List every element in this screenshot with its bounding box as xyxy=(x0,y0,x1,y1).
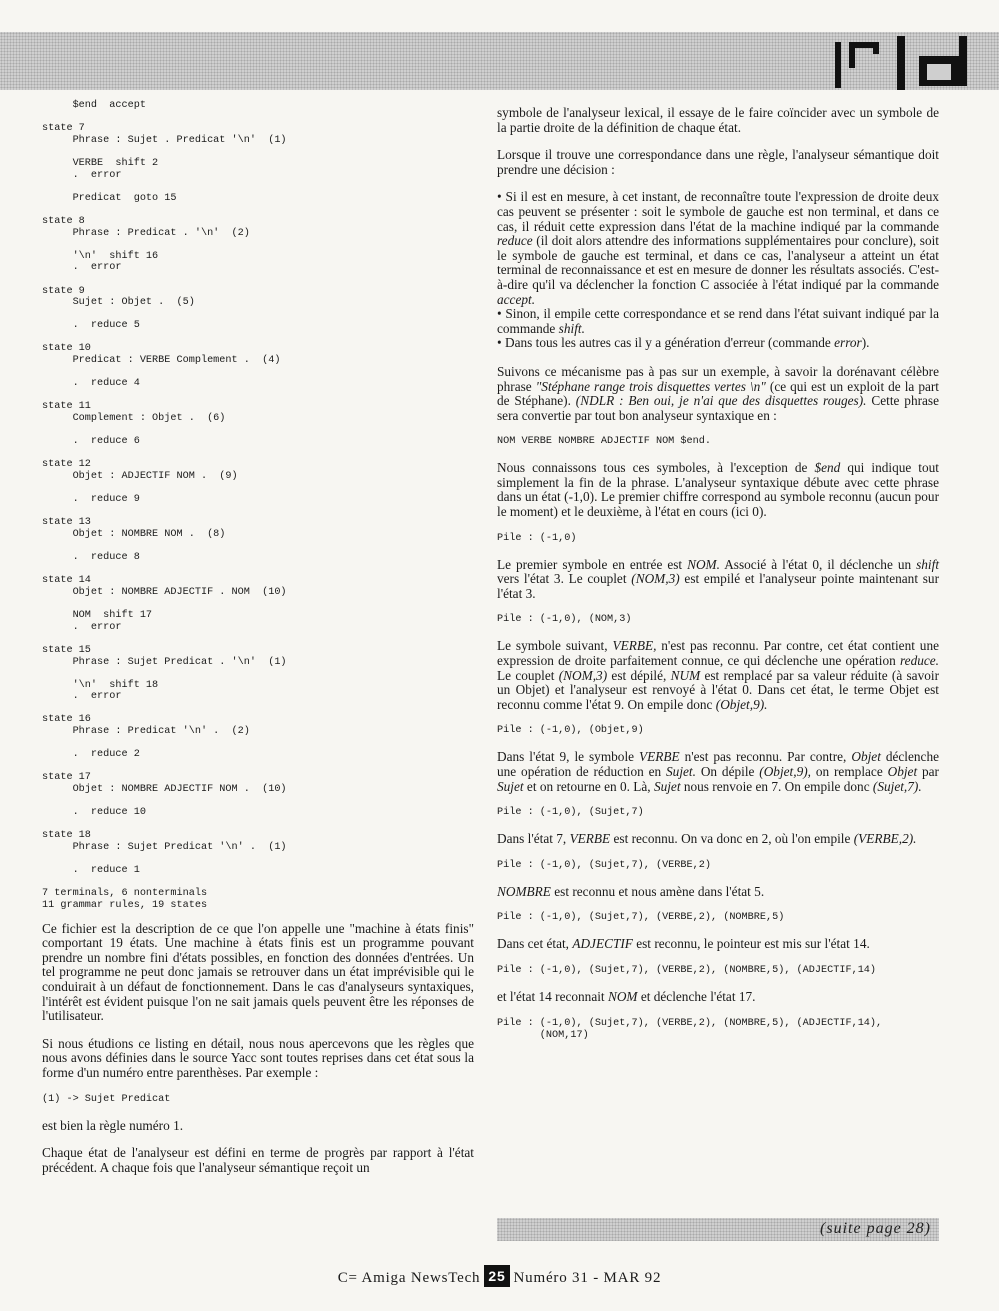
continuation-text: (suite page 28) xyxy=(820,1220,931,1237)
right-column xyxy=(497,100,939,1055)
yacc-state-listing: $end accept state 7 Phrase : Sujet . Predicat '\n' (1) VERBE shift 2 . error Predicat goto 15 state 8 Phrase : Predicat . '\n' (2) '\n' shift 16 . error state 9 Sujet : Objet . (5) . reduce 5 state 10 Predicat : VERBE Complement . (4) . reduce 4 state 11 Complement : Objet . (6) . reduce 6 state 12 Objet : ADJECTIF NOM . (9) . reduce 9 state 13 Objet : NOMBRE NOM . (8) . reduce 8 state 14 Objet : NOMBRE ADJECTIF . NOM (10) NOM shift 17 . error state 15 Phrase : Sujet Predicat . '\n' (1) '\n' shift 18 . error state 16 Phrase : Predicat '\n' . (2) . reduce 2 state 17 Objet : NOMBRE ADJECTIF NOM . (10) . reduce 10 state 18 Phrase : Sujet Predicat '\n' . (1) . reduce 1 7 terminals, 6 nonterminals 11 grammar rules, 19 states xyxy=(42,100,287,911)
left-column xyxy=(42,100,474,1188)
paragraph: et l'état 14 reconnait NOM et déclenche l'état 17. xyxy=(497,988,756,1004)
publication-name: C= Amiga NewsTech xyxy=(337,1270,481,1286)
paragraph: Nous connaissons tous ces symboles, à l'exception de $end qui indique tout simplement la fin de la phrase. L'analyseur syntaxique débute avec cette phrase dans un état (-1,0). Le premier chiffre correspond au symbole reconnu (aucun pour le moment) et le deuxième, à l'état en cours (ici 0). xyxy=(497,460,939,520)
paragraph: est bien la règle numéro 1. xyxy=(42,1117,184,1133)
stack-line: Pile : (-1,0), (Objet,9) xyxy=(497,725,644,737)
bullet-list: • Si il est en mesure, à cet instant, de reconnaître toute l'expression de droite deux cas peuvent se présenter : soit le symbole de gauche est non terminal, et dans ce cas, il réduit cette expression dans l'état de la machine indiqué par la commande reduce (il doit alors attendre des informations supplémentaires pour conclure), soit le symbole de gauche est terminal, et dans ce cas, l'analyseur a atteint un état terminal de reconnaissance et est en mesure de donner les résultats associés. C'est-à-dire qu'il va déclencher la fonction C associée à l'état indiqué par la commande accept. • Sinon, il empile cette correspondance et se rend dans l'état suivant indiqué par la commande shift. • Dans tous les autres cas il y a génération d'erreur (commande error). xyxy=(497,189,939,351)
stack-line: Pile : (-1,0), (Sujet,7), (VERBE,2) xyxy=(497,859,711,871)
stack-line: Pile : (-1,0), (Sujet,7), (VERBE,2), (NOMBRE,5) xyxy=(497,912,785,924)
rule-example: (1) -> Sujet Predicat xyxy=(42,1093,171,1105)
page-number: 25 xyxy=(484,1265,509,1287)
paragraph: Le symbole suivant, VERBE, n'est pas reconnu. Par contre, cet état contient une expression de droite parfaitement connue, ce qui déclenche une opération reduce. Le couplet (NOM,3) est dépilé, NUM est remplacé par sa valeur réduite (à savoir un Objet) et l'analyseur est renvoyé à l'état 0. Dans cet état, le terme Objet est reconnu comme l'état 9. On empile donc (Objet,9). xyxy=(497,638,940,712)
paragraph: Si nous étudions ce listing en détail, nous nous apercevons que les règles que nous avons définies dans le source Yacc sont toutes reprises dans cet état sous la forme d'un numéro entre parenthèses. Par exemple : xyxy=(42,1035,474,1080)
paragraph: Dans l'état 7, VERBE est reconnu. On va donc en 2, où l'on empile (VERBE,2). xyxy=(497,831,917,847)
paragraph: Ce fichier est la description de ce que l'on appelle une "machine à états finis" comportant 19 états. Une machine à états finis est un programme pouvant prendre un nombre fini d'états possibles, en fonction des données d'entrées. Un tel programme ne peut donc jamais se retrouver dans un état imprévisible qui le conduirait à un défaut de fonctionnement. Dans le cas d'analyseurs syntaxiques, l'intérêt est évident puisque l'on ne sait jamais quels peuvent être les réponses de l'utilisateur. xyxy=(42,920,474,1024)
header-band xyxy=(0,32,999,90)
token-sequence: NOM VERBE NOMBRE ADJECTIF NOM $end. xyxy=(497,436,711,448)
stack-line: Pile : (-1,0), (Sujet,7) xyxy=(497,807,644,819)
paragraph: Suivons ce mécanisme pas à pas sur un exemple, à savoir la dorénavant célèbre phrase "Stéphane range trois disquettes vertes \n" (ce qui est un exploit de la part de Stéphane). (NDLR : Ben oui, je n'ai que des disquettes rouges). Cette phrase sera convertie par tout bon analyseur syntaxique en : xyxy=(497,363,939,423)
paragraph: Lorsque il trouve une correspondance dans une règle, l'analyseur sémantique doit prendre une décision : xyxy=(497,147,939,177)
paragraph: Chaque état de l'analyseur est défini en terme de progrès par rapport à l'état précédent. A chaque fois que l'analyseur sémantique reçoit un xyxy=(42,1145,474,1175)
stack-line: Pile : (-1,0), (Sujet,7), (VERBE,2), (NOMBRE,5), (ADJECTIF,14), (NOM,17) xyxy=(497,1017,883,1041)
magazine-logo-icon xyxy=(835,36,985,90)
stack-line: Pile : (-1,0) xyxy=(497,532,577,544)
page-footer xyxy=(0,1265,999,1291)
paragraph: Dans cet état, ADJECTIF est reconnu, le pointeur est mis sur l'état 14. xyxy=(497,936,870,952)
continuation-banner xyxy=(497,1218,939,1241)
stack-line: Pile : (-1,0), (NOM,3) xyxy=(497,614,632,626)
paragraph: Dans l'état 9, le symbole VERBE n'est pas reconnu. Par contre, Objet déclenche une opération de réduction en Sujet. On dépile (Objet,9), on remplace Objet par Sujet et on retourne en 0. Là, Sujet nous renvoie en 7. On empile donc (Sujet,7). xyxy=(497,749,939,794)
paragraph: Le premier symbole en entrée est NOM. Associé à l'état 0, il déclenche un shift vers l'état 3. Le couplet (NOM,3) est empilé et l'analyseur pointe maintenant sur l'état 3. xyxy=(497,556,940,601)
paragraph: NOMBRE est reconnu et nous amène dans l'état 5. xyxy=(497,883,765,899)
issue-info: Numéro 31 - MAR 92 xyxy=(513,1270,662,1286)
paragraph: symbole de l'analyseur lexical, il essaye de le faire coïncider avec un symbole de la partie droite de la définition de chaque état. xyxy=(497,105,939,135)
stack-line: Pile : (-1,0), (Sujet,7), (VERBE,2), (NOMBRE,5), (ADJECTIF,14) xyxy=(497,964,877,976)
